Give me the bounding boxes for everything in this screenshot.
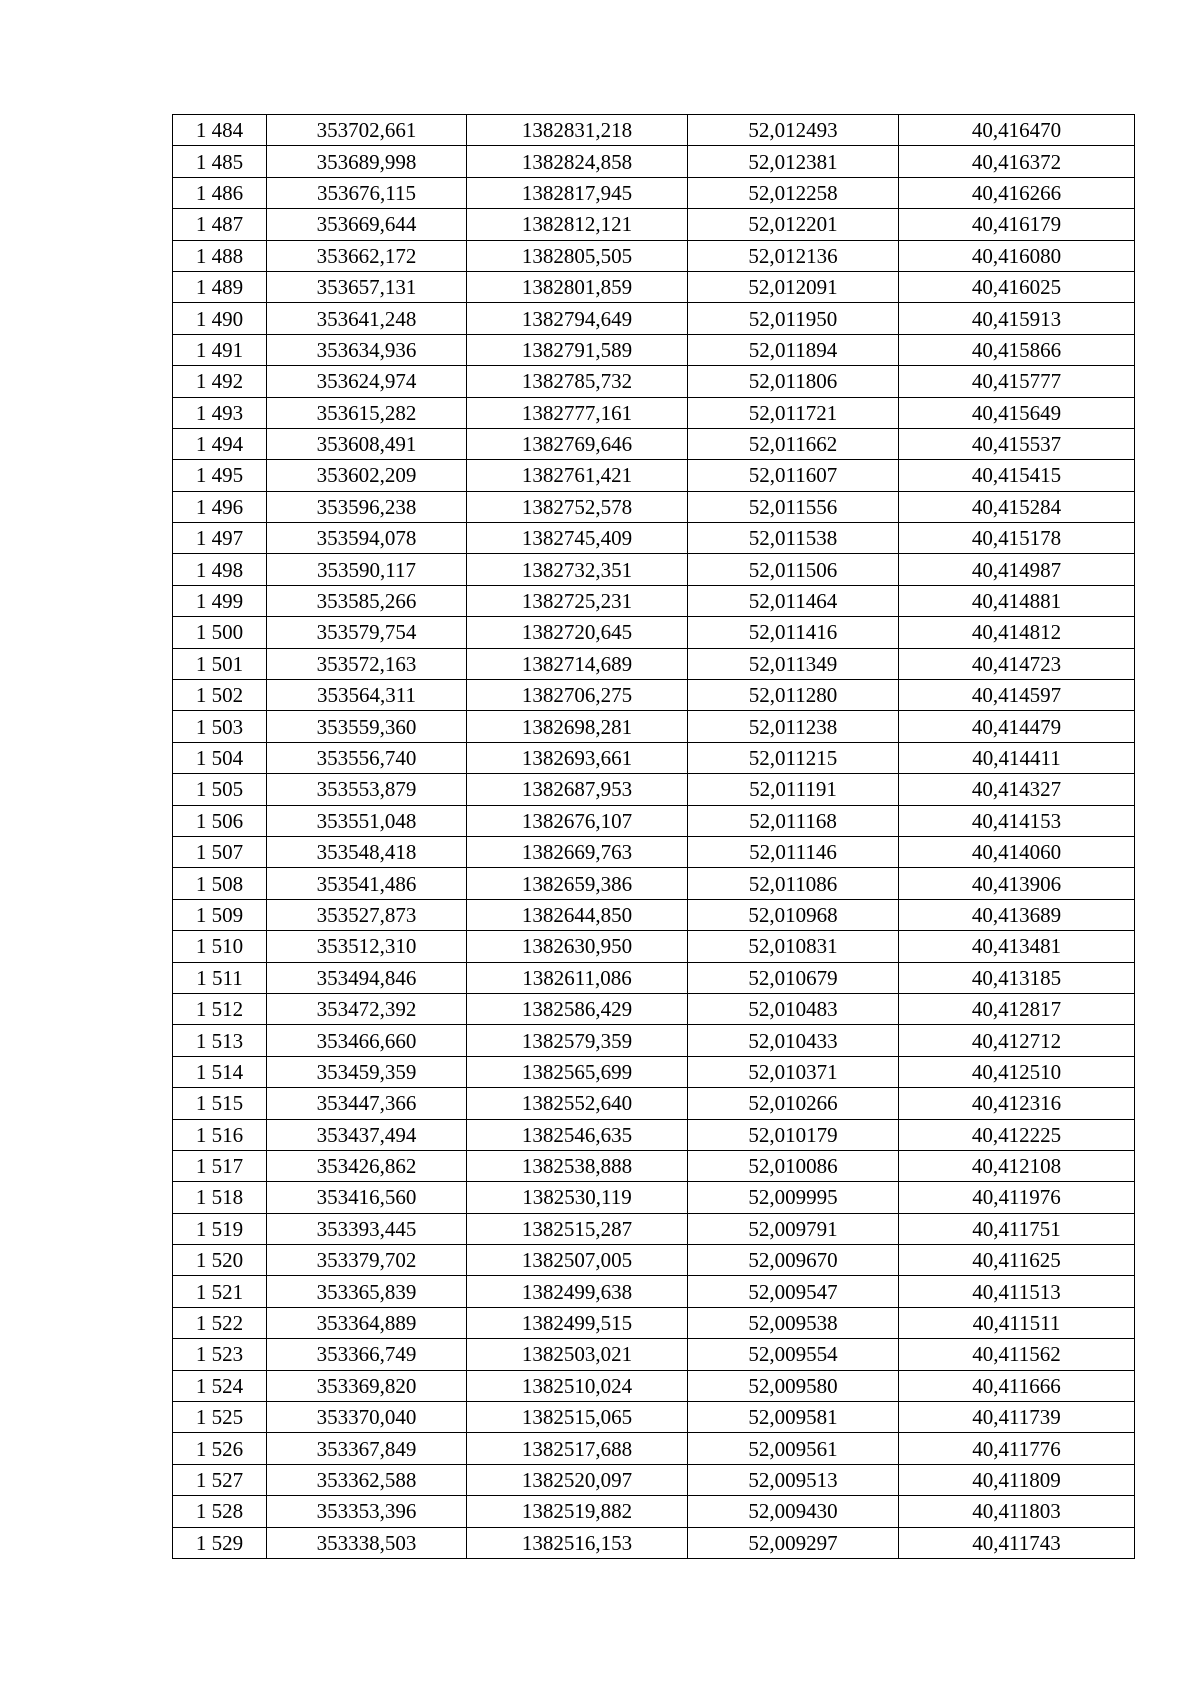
latitude-cell: 52,009670: [688, 1245, 899, 1276]
point-number-cell: 1 512: [173, 993, 267, 1024]
x-coordinate-cell: 353426,862: [267, 1150, 467, 1181]
longitude-cell: 40,414060: [899, 836, 1135, 867]
latitude-cell: 52,011950: [688, 303, 899, 334]
latitude-cell: 52,012091: [688, 271, 899, 302]
point-number-cell: 1 528: [173, 1496, 267, 1527]
y-coordinate-cell: 1382503,021: [467, 1339, 688, 1370]
x-coordinate-cell: 353362,588: [267, 1464, 467, 1495]
point-number-cell: 1 510: [173, 931, 267, 962]
x-coordinate-cell: 353338,503: [267, 1527, 467, 1558]
y-coordinate-cell: 1382831,218: [467, 115, 688, 146]
table-row: [173, 962, 1135, 993]
latitude-cell: 52,010968: [688, 899, 899, 930]
table-row: [173, 366, 1135, 397]
table-row: [173, 1339, 1135, 1370]
longitude-cell: 40,416080: [899, 240, 1135, 271]
x-coordinate-cell: 353572,163: [267, 648, 467, 679]
table-row: [173, 303, 1135, 334]
x-coordinate-cell: 353608,491: [267, 428, 467, 459]
point-number-cell: 1 509: [173, 899, 267, 930]
longitude-cell: 40,415649: [899, 397, 1135, 428]
point-number-cell: 1 497: [173, 523, 267, 554]
longitude-cell: 40,414812: [899, 617, 1135, 648]
longitude-cell: 40,415415: [899, 460, 1135, 491]
y-coordinate-cell: 1382720,645: [467, 617, 688, 648]
y-coordinate-cell: 1382725,231: [467, 585, 688, 616]
point-number-cell: 1 514: [173, 1056, 267, 1087]
x-coordinate-cell: 353559,360: [267, 711, 467, 742]
point-number-cell: 1 508: [173, 868, 267, 899]
y-coordinate-cell: 1382805,505: [467, 240, 688, 271]
point-number-cell: 1 513: [173, 1025, 267, 1056]
longitude-cell: 40,416470: [899, 115, 1135, 146]
point-number-cell: 1 526: [173, 1433, 267, 1464]
longitude-cell: 40,411562: [899, 1339, 1135, 1370]
x-coordinate-cell: 353662,172: [267, 240, 467, 271]
point-number-cell: 1 492: [173, 366, 267, 397]
x-coordinate-cell: 353379,702: [267, 1245, 467, 1276]
x-coordinate-cell: 353370,040: [267, 1402, 467, 1433]
y-coordinate-cell: 1382752,578: [467, 491, 688, 522]
y-coordinate-cell: 1382801,859: [467, 271, 688, 302]
longitude-cell: 40,414479: [899, 711, 1135, 742]
y-coordinate-cell: 1382538,888: [467, 1150, 688, 1181]
point-number-cell: 1 500: [173, 617, 267, 648]
longitude-cell: 40,411666: [899, 1370, 1135, 1401]
latitude-cell: 52,011215: [688, 742, 899, 773]
x-coordinate-cell: 353353,396: [267, 1496, 467, 1527]
longitude-cell: 40,411743: [899, 1527, 1135, 1558]
longitude-cell: 40,411976: [899, 1182, 1135, 1213]
x-coordinate-cell: 353585,266: [267, 585, 467, 616]
table-row: [173, 1527, 1135, 1558]
y-coordinate-cell: 1382565,699: [467, 1056, 688, 1087]
x-coordinate-cell: 353556,740: [267, 742, 467, 773]
y-coordinate-cell: 1382517,688: [467, 1433, 688, 1464]
table-row: [173, 805, 1135, 836]
x-coordinate-cell: 353447,366: [267, 1088, 467, 1119]
table-row: [173, 993, 1135, 1024]
x-coordinate-cell: 353641,248: [267, 303, 467, 334]
table-row: [173, 1056, 1135, 1087]
point-number-cell: 1 501: [173, 648, 267, 679]
x-coordinate-cell: 353512,310: [267, 931, 467, 962]
x-coordinate-cell: 353596,238: [267, 491, 467, 522]
point-number-cell: 1 515: [173, 1088, 267, 1119]
point-number-cell: 1 506: [173, 805, 267, 836]
longitude-cell: 40,414153: [899, 805, 1135, 836]
table-row: [173, 1464, 1135, 1495]
y-coordinate-cell: 1382515,287: [467, 1213, 688, 1244]
y-coordinate-cell: 1382791,589: [467, 334, 688, 365]
x-coordinate-cell: 353602,209: [267, 460, 467, 491]
x-coordinate-cell: 353416,560: [267, 1182, 467, 1213]
longitude-cell: 40,414881: [899, 585, 1135, 616]
table-row: [173, 680, 1135, 711]
y-coordinate-cell: 1382659,386: [467, 868, 688, 899]
point-number-cell: 1 490: [173, 303, 267, 334]
y-coordinate-cell: 1382586,429: [467, 993, 688, 1024]
y-coordinate-cell: 1382812,121: [467, 209, 688, 240]
table-row: [173, 209, 1135, 240]
x-coordinate-cell: 353364,889: [267, 1307, 467, 1338]
longitude-cell: 40,412817: [899, 993, 1135, 1024]
latitude-cell: 52,011721: [688, 397, 899, 428]
x-coordinate-cell: 353615,282: [267, 397, 467, 428]
longitude-cell: 40,411511: [899, 1307, 1135, 1338]
x-coordinate-cell: 353579,754: [267, 617, 467, 648]
point-number-cell: 1 496: [173, 491, 267, 522]
point-number-cell: 1 499: [173, 585, 267, 616]
table-row: [173, 460, 1135, 491]
latitude-cell: 52,011894: [688, 334, 899, 365]
x-coordinate-cell: 353553,879: [267, 774, 467, 805]
longitude-cell: 40,412712: [899, 1025, 1135, 1056]
y-coordinate-cell: 1382530,119: [467, 1182, 688, 1213]
latitude-cell: 52,009554: [688, 1339, 899, 1370]
point-number-cell: 1 522: [173, 1307, 267, 1338]
x-coordinate-cell: 353459,359: [267, 1056, 467, 1087]
x-coordinate-cell: 353669,644: [267, 209, 467, 240]
table-row: [173, 1119, 1135, 1150]
point-number-cell: 1 484: [173, 115, 267, 146]
y-coordinate-cell: 1382507,005: [467, 1245, 688, 1276]
table-row: [173, 1088, 1135, 1119]
longitude-cell: 40,415866: [899, 334, 1135, 365]
longitude-cell: 40,416372: [899, 146, 1135, 177]
latitude-cell: 52,009547: [688, 1276, 899, 1307]
latitude-cell: 52,010831: [688, 931, 899, 962]
x-coordinate-cell: 353548,418: [267, 836, 467, 867]
x-coordinate-cell: 353541,486: [267, 868, 467, 899]
longitude-cell: 40,413689: [899, 899, 1135, 930]
point-number-cell: 1 486: [173, 177, 267, 208]
y-coordinate-cell: 1382676,107: [467, 805, 688, 836]
latitude-cell: 52,009430: [688, 1496, 899, 1527]
longitude-cell: 40,416266: [899, 177, 1135, 208]
longitude-cell: 40,414411: [899, 742, 1135, 773]
x-coordinate-cell: 353590,117: [267, 554, 467, 585]
point-number-cell: 1 491: [173, 334, 267, 365]
table-row: [173, 115, 1135, 146]
y-coordinate-cell: 1382499,638: [467, 1276, 688, 1307]
latitude-cell: 52,009791: [688, 1213, 899, 1244]
point-number-cell: 1 488: [173, 240, 267, 271]
y-coordinate-cell: 1382761,421: [467, 460, 688, 491]
y-coordinate-cell: 1382520,097: [467, 1464, 688, 1495]
x-coordinate-cell: 353551,048: [267, 805, 467, 836]
y-coordinate-cell: 1382777,161: [467, 397, 688, 428]
point-number-cell: 1 494: [173, 428, 267, 459]
table-row: [173, 1213, 1135, 1244]
table-row: [173, 899, 1135, 930]
table-row: [173, 523, 1135, 554]
latitude-cell: 52,012258: [688, 177, 899, 208]
table-row: [173, 711, 1135, 742]
table-row: [173, 554, 1135, 585]
y-coordinate-cell: 1382630,950: [467, 931, 688, 962]
x-coordinate-cell: 353594,078: [267, 523, 467, 554]
table-row: [173, 1496, 1135, 1527]
x-coordinate-cell: 353634,936: [267, 334, 467, 365]
table-row: [173, 177, 1135, 208]
y-coordinate-cell: 1382499,515: [467, 1307, 688, 1338]
table-row: [173, 617, 1135, 648]
y-coordinate-cell: 1382714,689: [467, 648, 688, 679]
x-coordinate-cell: 353527,873: [267, 899, 467, 930]
point-number-cell: 1 498: [173, 554, 267, 585]
longitude-cell: 40,411776: [899, 1433, 1135, 1464]
table-row: [173, 397, 1135, 428]
y-coordinate-cell: 1382706,275: [467, 680, 688, 711]
latitude-cell: 52,011556: [688, 491, 899, 522]
longitude-cell: 40,415178: [899, 523, 1135, 554]
y-coordinate-cell: 1382698,281: [467, 711, 688, 742]
latitude-cell: 52,009995: [688, 1182, 899, 1213]
y-coordinate-cell: 1382693,661: [467, 742, 688, 773]
x-coordinate-cell: 353369,820: [267, 1370, 467, 1401]
latitude-cell: 52,011168: [688, 805, 899, 836]
point-number-cell: 1 517: [173, 1150, 267, 1181]
latitude-cell: 52,011662: [688, 428, 899, 459]
latitude-cell: 52,011349: [688, 648, 899, 679]
table-row: [173, 428, 1135, 459]
y-coordinate-cell: 1382552,640: [467, 1088, 688, 1119]
longitude-cell: 40,414327: [899, 774, 1135, 805]
latitude-cell: 52,010433: [688, 1025, 899, 1056]
x-coordinate-cell: 353472,392: [267, 993, 467, 1024]
table-row: [173, 491, 1135, 522]
y-coordinate-cell: 1382516,153: [467, 1527, 688, 1558]
longitude-cell: 40,415913: [899, 303, 1135, 334]
point-number-cell: 1 520: [173, 1245, 267, 1276]
latitude-cell: 52,010371: [688, 1056, 899, 1087]
table-row: [173, 836, 1135, 867]
table-row: [173, 585, 1135, 616]
longitude-cell: 40,413185: [899, 962, 1135, 993]
latitude-cell: 52,009513: [688, 1464, 899, 1495]
latitude-cell: 52,009581: [688, 1402, 899, 1433]
point-number-cell: 1 503: [173, 711, 267, 742]
latitude-cell: 52,009538: [688, 1307, 899, 1338]
y-coordinate-cell: 1382687,953: [467, 774, 688, 805]
point-number-cell: 1 527: [173, 1464, 267, 1495]
table-row: [173, 1025, 1135, 1056]
x-coordinate-cell: 353676,115: [267, 177, 467, 208]
point-number-cell: 1 518: [173, 1182, 267, 1213]
y-coordinate-cell: 1382515,065: [467, 1402, 688, 1433]
table-row: [173, 931, 1135, 962]
longitude-cell: 40,416179: [899, 209, 1135, 240]
latitude-cell: 52,009297: [688, 1527, 899, 1558]
latitude-cell: 52,011191: [688, 774, 899, 805]
point-number-cell: 1 502: [173, 680, 267, 711]
x-coordinate-cell: 353657,131: [267, 271, 467, 302]
x-coordinate-cell: 353365,839: [267, 1276, 467, 1307]
point-number-cell: 1 487: [173, 209, 267, 240]
table-row: [173, 146, 1135, 177]
latitude-cell: 52,012136: [688, 240, 899, 271]
longitude-cell: 40,416025: [899, 271, 1135, 302]
y-coordinate-cell: 1382611,086: [467, 962, 688, 993]
y-coordinate-cell: 1382644,850: [467, 899, 688, 930]
latitude-cell: 52,012201: [688, 209, 899, 240]
point-number-cell: 1 505: [173, 774, 267, 805]
table-row: [173, 334, 1135, 365]
longitude-cell: 40,413481: [899, 931, 1135, 962]
point-number-cell: 1 523: [173, 1339, 267, 1370]
latitude-cell: 52,010483: [688, 993, 899, 1024]
latitude-cell: 52,011464: [688, 585, 899, 616]
y-coordinate-cell: 1382519,882: [467, 1496, 688, 1527]
latitude-cell: 52,011280: [688, 680, 899, 711]
x-coordinate-cell: 353367,849: [267, 1433, 467, 1464]
x-coordinate-cell: 353466,660: [267, 1025, 467, 1056]
latitude-cell: 52,011416: [688, 617, 899, 648]
table-row: [173, 868, 1135, 899]
y-coordinate-cell: 1382794,649: [467, 303, 688, 334]
latitude-cell: 52,011538: [688, 523, 899, 554]
longitude-cell: 40,411739: [899, 1402, 1135, 1433]
point-number-cell: 1 516: [173, 1119, 267, 1150]
y-coordinate-cell: 1382745,409: [467, 523, 688, 554]
x-coordinate-cell: 353624,974: [267, 366, 467, 397]
latitude-cell: 52,011607: [688, 460, 899, 491]
table-row: [173, 1276, 1135, 1307]
latitude-cell: 52,010086: [688, 1150, 899, 1181]
longitude-cell: 40,414597: [899, 680, 1135, 711]
longitude-cell: 40,414723: [899, 648, 1135, 679]
longitude-cell: 40,415537: [899, 428, 1135, 459]
point-number-cell: 1 529: [173, 1527, 267, 1558]
coordinates-table-body: [173, 115, 1135, 1559]
point-number-cell: 1 485: [173, 146, 267, 177]
table-row: [173, 1370, 1135, 1401]
longitude-cell: 40,412510: [899, 1056, 1135, 1087]
table-row: [173, 774, 1135, 805]
y-coordinate-cell: 1382732,351: [467, 554, 688, 585]
latitude-cell: 52,011086: [688, 868, 899, 899]
latitude-cell: 52,011146: [688, 836, 899, 867]
x-coordinate-cell: 353437,494: [267, 1119, 467, 1150]
y-coordinate-cell: 1382817,945: [467, 177, 688, 208]
longitude-cell: 40,411513: [899, 1276, 1135, 1307]
table-row: [173, 1307, 1135, 1338]
point-number-cell: 1 524: [173, 1370, 267, 1401]
longitude-cell: 40,412316: [899, 1088, 1135, 1119]
point-number-cell: 1 507: [173, 836, 267, 867]
point-number-cell: 1 495: [173, 460, 267, 491]
point-number-cell: 1 489: [173, 271, 267, 302]
point-number-cell: 1 504: [173, 742, 267, 773]
latitude-cell: 52,011506: [688, 554, 899, 585]
table-row: [173, 1402, 1135, 1433]
longitude-cell: 40,413906: [899, 868, 1135, 899]
y-coordinate-cell: 1382769,646: [467, 428, 688, 459]
point-number-cell: 1 511: [173, 962, 267, 993]
longitude-cell: 40,411625: [899, 1245, 1135, 1276]
longitude-cell: 40,412225: [899, 1119, 1135, 1150]
latitude-cell: 52,009561: [688, 1433, 899, 1464]
point-number-cell: 1 525: [173, 1402, 267, 1433]
table-row: [173, 1245, 1135, 1276]
x-coordinate-cell: 353564,311: [267, 680, 467, 711]
latitude-cell: 52,009580: [688, 1370, 899, 1401]
table-row: [173, 742, 1135, 773]
x-coordinate-cell: 353494,846: [267, 962, 467, 993]
table-row: [173, 1150, 1135, 1181]
x-coordinate-cell: 353393,445: [267, 1213, 467, 1244]
coordinates-table: [172, 114, 1135, 1559]
latitude-cell: 52,011238: [688, 711, 899, 742]
latitude-cell: 52,011806: [688, 366, 899, 397]
longitude-cell: 40,414987: [899, 554, 1135, 585]
latitude-cell: 52,012381: [688, 146, 899, 177]
point-number-cell: 1 493: [173, 397, 267, 428]
point-number-cell: 1 519: [173, 1213, 267, 1244]
latitude-cell: 52,012493: [688, 115, 899, 146]
table-row: [173, 1182, 1135, 1213]
x-coordinate-cell: 353702,661: [267, 115, 467, 146]
y-coordinate-cell: 1382669,763: [467, 836, 688, 867]
y-coordinate-cell: 1382510,024: [467, 1370, 688, 1401]
table-row: [173, 240, 1135, 271]
longitude-cell: 40,415777: [899, 366, 1135, 397]
y-coordinate-cell: 1382824,858: [467, 146, 688, 177]
y-coordinate-cell: 1382579,359: [467, 1025, 688, 1056]
longitude-cell: 40,415284: [899, 491, 1135, 522]
table-row: [173, 271, 1135, 302]
latitude-cell: 52,010266: [688, 1088, 899, 1119]
table-row: [173, 648, 1135, 679]
y-coordinate-cell: 1382785,732: [467, 366, 688, 397]
longitude-cell: 40,411809: [899, 1464, 1135, 1495]
x-coordinate-cell: 353689,998: [267, 146, 467, 177]
y-coordinate-cell: 1382546,635: [467, 1119, 688, 1150]
longitude-cell: 40,411751: [899, 1213, 1135, 1244]
point-number-cell: 1 521: [173, 1276, 267, 1307]
longitude-cell: 40,412108: [899, 1150, 1135, 1181]
longitude-cell: 40,411803: [899, 1496, 1135, 1527]
latitude-cell: 52,010679: [688, 962, 899, 993]
table-row: [173, 1433, 1135, 1464]
x-coordinate-cell: 353366,749: [267, 1339, 467, 1370]
latitude-cell: 52,010179: [688, 1119, 899, 1150]
